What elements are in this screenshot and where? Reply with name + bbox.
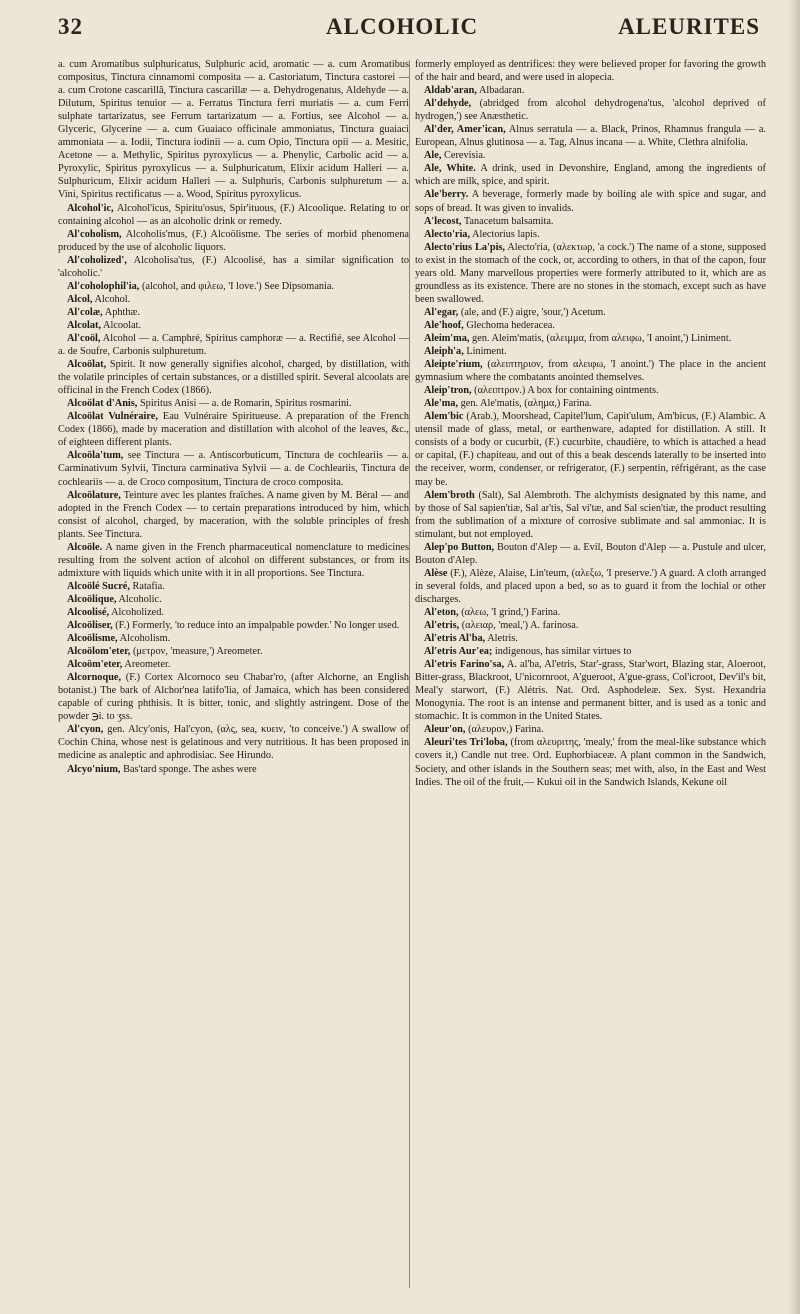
dictionary-entry bbox=[58, 606, 409, 619]
page-header bbox=[58, 14, 760, 48]
entry-definition: Areometer. bbox=[124, 659, 171, 671]
entry-definition: Alcoolat. bbox=[103, 319, 142, 331]
running-head-right: ALEURITES bbox=[618, 14, 760, 39]
entry-definition: gen. Ale'matis, (αλημα,) Farina. bbox=[460, 398, 592, 410]
entry-headword: Alecto'rius La'pis, bbox=[424, 241, 506, 253]
entry-headword: Alcoölisme, bbox=[67, 633, 118, 645]
running-head-left: ALCOHOLIC bbox=[326, 14, 479, 39]
entry-definition: (Arab.), Moorshead, Capitel'lum, Capit'ulum, Am'bicus, (F.) Alambic. A utensil made of glass, metal, or earthenware, adapted for distillation. A still. It consists of a body or cucurbit, (F.) cucurbite, chaudière, to which is attached a head or capital, (F.) chapiteau, and out of this a beak descends laterally to be inserted into the receiver, worm, condenser, or refrigerator, (F.) serpentin, réfrigérant, as the case may be. bbox=[415, 411, 766, 488]
dictionary-entry bbox=[415, 241, 766, 306]
dictionary-entry bbox=[415, 332, 766, 345]
entry-definition: Alnus serratula — a. Black, Prinos, Rhamnus frangula — a. European, Alnus glutinosa — a. Tag, Alnus incana — a. White, Clethra alnifolia. bbox=[415, 124, 766, 149]
entry-headword: Al'colæ, bbox=[67, 306, 103, 318]
dictionary-entry bbox=[58, 619, 409, 632]
dictionary-entry bbox=[58, 580, 409, 593]
entry-headword: Alcyo'nium, bbox=[67, 763, 121, 775]
entry-headword: Alcol, bbox=[67, 293, 93, 305]
dictionary-entry bbox=[415, 632, 766, 645]
dictionary-entry bbox=[415, 619, 766, 632]
entry-headword: Ale'berry. bbox=[424, 189, 469, 201]
entry-definition: Tanacetum balsamita. bbox=[463, 215, 554, 227]
dictionary-entry bbox=[58, 228, 409, 254]
entry-definition: Spiritus Anisi — a. de Romarin, Spiritus rosmarini. bbox=[139, 398, 352, 410]
right-column bbox=[415, 58, 766, 789]
entry-headword: Alèse bbox=[424, 567, 448, 579]
entry-headword: Alcoölé Sucré, bbox=[67, 580, 130, 592]
entry-headword: Alem'broth bbox=[424, 489, 475, 501]
dictionary-entry bbox=[58, 254, 409, 280]
entry-definition: Alcoholism. bbox=[119, 633, 171, 645]
dictionary-entry bbox=[415, 736, 766, 788]
entry-headword: Alcolat, bbox=[67, 319, 102, 331]
entry-definition: (αλευρον,) Farina. bbox=[468, 724, 544, 736]
left-column bbox=[58, 58, 409, 776]
entry-headword: Al'etris Al'ba, bbox=[424, 633, 486, 645]
entry-headword: Al'dehyde, bbox=[424, 98, 472, 110]
entry-definition: see Tinctura — a. Antiscorbuticum, Tinctura de cochleariis — a. Carminativum Sylvii, Tinctura carminativa Sylvii — a. de Cochleariis, Tinctura de cochleariis — a. de Croco compositum, Tinctura de croco composita. bbox=[58, 450, 409, 488]
entry-definition: (from αλευριτης, 'mealy,' from the meal-like substance which covers it,) Candle nut tree. Ord. Euphorbiaceæ. A plant common in the Sandwich, Society, and other islands in the Southern seas; met with, also, in the East and West Indies. The oil of the fruit,— Kukui oil in the Sandwich Islands, Kekune oil bbox=[415, 737, 766, 788]
dictionary-entry bbox=[58, 645, 409, 658]
dictionary-entry bbox=[58, 280, 409, 293]
entry-definition: Alectorius lapis. bbox=[472, 228, 540, 240]
entry-headword: Al'etris Farino'sa, bbox=[424, 659, 505, 671]
dictionary-entry bbox=[58, 397, 409, 410]
dictionary-entry bbox=[415, 319, 766, 332]
entry-headword: Ale, White. bbox=[424, 163, 476, 175]
dictionary-entry bbox=[415, 97, 766, 123]
entry-headword: Alcoöm'eter, bbox=[67, 659, 123, 671]
entry-headword: Al'coöl, bbox=[67, 332, 101, 344]
entry-headword: Alem'bic bbox=[424, 411, 464, 423]
dictionary-entry bbox=[58, 449, 409, 488]
dictionary-entry bbox=[58, 763, 409, 776]
dictionary-entry bbox=[58, 358, 409, 397]
entry-headword: Alcoöla'tum, bbox=[67, 450, 124, 462]
dictionary-entry bbox=[58, 410, 409, 449]
entry-headword: Ale, bbox=[424, 150, 442, 162]
dictionary-entry bbox=[58, 671, 409, 723]
entry-headword: Alcoölique, bbox=[67, 593, 117, 605]
entry-headword: Alcoöliser, bbox=[67, 620, 113, 632]
entry-headword: Al'coholophil'ia, bbox=[67, 280, 140, 292]
entry-definition: (Salt), Sal Alembroth. The alchymists designated by this name, and by those of Sal sapien'tiæ, Sal ar'tis, Sal vi'tæ, and Sal scien'tiæ, the product resulting from the sublimation of a mixture of corrosive sublimate and sal ammoniac. It is stimulant, but not employed. bbox=[415, 489, 766, 540]
dictionary-entry bbox=[415, 188, 766, 214]
dictionary-entry bbox=[415, 306, 766, 319]
dictionary-entry bbox=[415, 410, 766, 488]
entry-definition: gen. Alcy'onis, Hal'cyon, (αλς, sea, κυειν, 'to conceive.') A swallow of Cochin China, whose nest is gelatinous and very nutritious. It has been proposed in medicine as analeptic and aphrodisiac. See Hirundo. bbox=[58, 724, 409, 762]
dictionary-entry bbox=[415, 162, 766, 188]
entry-definition: Teinture avec les plantes fraîches. A name given by M. Béral — and adopted in the French Codex — to certain preparations introduced by him, which consist of alcohol, charged, by maceration, with the soluble principles of fresh plants. See Tinctura. bbox=[58, 489, 409, 540]
entry-definition: Alcoholized. bbox=[111, 606, 164, 618]
entry-headword: Aldab'aran, bbox=[424, 85, 477, 97]
dictionary-entry bbox=[415, 723, 766, 736]
entry-definition: (alcohol, and φιλεω, 'I love.') See Dipsomania. bbox=[141, 280, 335, 292]
dictionary-entry bbox=[415, 215, 766, 228]
entry-headword: Aleim'ma, bbox=[424, 332, 470, 344]
entry-headword: Alcornoque, bbox=[67, 672, 122, 684]
dictionary-entry bbox=[415, 58, 766, 84]
entry-definition: Aphthæ. bbox=[104, 306, 140, 318]
entry-definition: Alcoholisa'tus, (F.) Alcoolisé, has a similar signification to 'alcoholic.' bbox=[58, 254, 409, 279]
dictionary-entry bbox=[58, 593, 409, 606]
dictionary-entry bbox=[415, 384, 766, 397]
entry-headword: Alcoölat d'Anis, bbox=[67, 398, 138, 410]
entry-headword: Alcohol'ic, bbox=[67, 202, 114, 214]
entry-definition: Bas'tard sponge. The ashes were bbox=[123, 763, 257, 775]
entry-definition: gen. Aleim'matis, (αλειμμα, from αλειφω, 'I anoint,') Liniment. bbox=[472, 332, 732, 344]
entry-headword: Al'der, Amer'ican, bbox=[424, 124, 506, 136]
entry-definition: A name given in the French pharmaceutical nomenclature to medicines resulting from the solvent action of alcohol on different substances, or from its admixture with liquids which unite with it in all proportions. See Tinctura. bbox=[58, 541, 409, 579]
entry-definition: Alcohol — a. Camphré, Spiritus camphoræ — a. Rectifié, see Alcohol — a. de Soufre, Carbonis sulphuretum. bbox=[58, 332, 409, 358]
dictionary-entry bbox=[415, 123, 766, 149]
entry-definition: Alcoholis'mus, (F.) Alcoölisme. The series of morbid phenomena produced by the use of alcoholic liquors. bbox=[58, 228, 409, 253]
entry-headword: Alcoöle. bbox=[67, 541, 103, 553]
entry-definition: (αλειπτρον.) A box for containing ointments. bbox=[474, 385, 659, 397]
entry-definition: Ratafia. bbox=[132, 580, 165, 592]
entry-headword: Al'eton, bbox=[424, 606, 459, 618]
entry-headword: Aleiph'a, bbox=[424, 346, 464, 358]
entry-definition: Alecto'ria, (αλεκτωρ, 'a cock.') The name of a stone, supposed to exist in the stomach of the cock, or, according to others, in that of the capon, four years old. Many marvellous properties were formerly attributed to it, which are as groundless as its existence. There are no stones in the stomach, except such as have been swallowed. bbox=[415, 241, 766, 305]
dictionary-entry bbox=[58, 658, 409, 671]
entry-definition: (μετρον, 'measure,') Areometer. bbox=[132, 646, 263, 658]
entry-headword: A'lecost, bbox=[424, 215, 462, 227]
entry-definition: A. al'ba, Al'etris, Star'-grass, Star'wort, Blazing star, Aloeroot, Bitter-grass, Blackroot, U'nicornroot, A'gueroot, A'gue-grass, Col'icroot, Dev'il's bit, Meal'y starwort, (F.) Alétris. Nat. Ord. Asphodeleæ. Sex. Syst. Hexandria Monogynia. The root is an intense and permanent bitter, and is used as a tonic and stomachic. It is common in the United States. bbox=[415, 659, 766, 723]
entry-definition: (F.), Alèze, Alaise, Lin'teum, (αλεξω, 'I preserve.') A guard. A cloth arranged in several folds, and placed upon a bed, so as to guard it from the lochial or other discharges. bbox=[415, 567, 767, 605]
dictionary-entry bbox=[58, 489, 409, 541]
entry-headword: Aleipte'rium, bbox=[424, 359, 483, 371]
dictionary-entry bbox=[415, 645, 766, 658]
column-divider bbox=[409, 60, 410, 1288]
entry-definition: A drink, used in Devonshire, England, among the ingredients of which are milk, spice, and spirit. bbox=[415, 163, 766, 188]
entry-headword: Alcoölat, bbox=[67, 359, 107, 371]
entry-definition: (F.) Formerly, 'to reduce into an impalpable powder.' No longer used. bbox=[115, 620, 400, 632]
entry-definition: Aletris. bbox=[487, 633, 518, 645]
entry-headword: Al'egar, bbox=[424, 306, 459, 318]
dictionary-entry bbox=[415, 489, 766, 541]
entry-definition: Liniment. bbox=[466, 346, 507, 358]
entry-headword: Aleur'on, bbox=[424, 724, 466, 736]
entry-headword: Aleip'tron, bbox=[424, 385, 472, 397]
page-number: 32 bbox=[58, 14, 83, 39]
entry-headword: Ale'hoof, bbox=[424, 319, 464, 331]
entry-headword: Al'cyon, bbox=[67, 724, 104, 736]
dictionary-entry bbox=[58, 293, 409, 306]
dictionary-entry bbox=[58, 202, 409, 228]
entry-definition: a. cum Aromatibus sulphuricatus, Sulphuric acid, aromatic — a. cum Aromatibus compositus, Tinctura cinnamomi composita — a. Castoriatum, Tinctura castorei — a. cum Crotone cascarillâ, Tinctura cascarillæ — a. Dehydrogenatus, Aldehyde — a. Dilutum, Spiritus tenuior — a. Ferratus Tinctura ferri muriatis — a. cum Ferri sulphate tartarizatus, see Ferrum tartarizatum — a. Fortius, see Alcohol — a. Glyceric, Glycerine — a. cum Guaiaco officinale ammoniatus, Tinctura guaiaci ammoniata — a. Iodii, Tinctura iodinii — a. cum Opio, Tinctura opii — a. Mesitic, Acetone — a. Methylic, Spiritus pyroxylicus — a. Phenylic, Carbolic acid — a. Pyroxylic, Spiritus pyroxylicus — a. Sulphuricatum, Elixir acidum Halleri — a. Sulphuricum, Elixir acidum Halleri — a. Sulphuris, Carbonis sulphuretum — a. Vini, Spiritus rectificatus — a. Wood, Spiritus pyroxylicus. bbox=[58, 59, 409, 201]
entry-definition: Albadaran. bbox=[478, 85, 525, 97]
entry-definition: Eau Vulnéraire Spiritueuse. A preparation of the French Codex (1866), made by maceration and distillation with alcohol of the leaves, &c., of eighteen different plants. bbox=[58, 411, 409, 449]
entry-headword: Al'coholized', bbox=[67, 254, 127, 266]
dictionary-entry bbox=[415, 84, 766, 97]
dictionary-entry bbox=[58, 541, 409, 580]
entry-definition: (F.) Cortex Alcornoco seu Chabar'ro, (after Alchorne, an English botanist.) The bark of Alchor'nea latifo'lia, of Jamaica, which has been considered capable of curing phthisis. It is bitter, tonic, and slightly astringent. Dose of the powder ℈i. to ʒss. bbox=[58, 672, 409, 723]
dictionary-entry bbox=[58, 306, 409, 319]
entry-definition: (αλειαρ, 'meal,') A. farinosa. bbox=[461, 620, 579, 632]
entry-headword: Alcoölat Vulnéraire, bbox=[67, 411, 158, 423]
entry-headword: Al'etris Aur'ea; bbox=[424, 646, 493, 658]
entry-definition: Alcohol'icus, Spiritu'osus, Spir'ituous, (F.) Alcoolique. Relating to or containing alcohol — as an alcoholic drink or remedy. bbox=[58, 202, 409, 227]
entry-definition: Cerevisia. bbox=[444, 150, 486, 162]
dictionary-entry bbox=[58, 58, 409, 202]
dictionary-entry bbox=[415, 541, 766, 567]
entry-definition: Bouton d'Alep — a. Evil, Bouton d'Alep — a. Pustule and ulcer, Bouton d'Alep. bbox=[415, 541, 766, 566]
dictionary-entry bbox=[415, 149, 766, 162]
entry-definition: (ale, and (F.) aigre, 'sour,') Acetum. bbox=[460, 306, 606, 318]
entry-definition: Spirit. It now generally signifies alcohol, charged, by distillation, with the volatile principles of certain substances, or a distilled spirit. Several alcoolats are officinal in the French Codex (1866). bbox=[58, 359, 410, 397]
dictionary-entry bbox=[415, 358, 766, 384]
entry-headword: Al'etris, bbox=[424, 620, 460, 632]
entry-definition: Alcohol. bbox=[94, 293, 131, 305]
entry-headword: Alecto'ria, bbox=[424, 228, 471, 240]
entry-definition: formerly employed as dentrifices: they were believed proper for favoring the growth of the hair and beard, and were used in alopecia. bbox=[415, 59, 766, 84]
dictionary-entry bbox=[415, 567, 766, 606]
dictionary-entry bbox=[415, 228, 766, 241]
entry-headword: Alep'po Button, bbox=[424, 541, 495, 553]
dictionary-entry bbox=[415, 345, 766, 358]
entry-definition: A beverage, formerly made by boiling ale with spice and sugar, and sops of bread. It was given to invalids. bbox=[415, 189, 766, 214]
entry-definition: Alcoholic. bbox=[118, 593, 162, 605]
dictionary-entry bbox=[58, 319, 409, 332]
dictionary-entry bbox=[58, 332, 409, 358]
dictionary-entry bbox=[58, 632, 409, 645]
entry-headword: Alcoölom'eter, bbox=[67, 646, 131, 658]
dictionary-entry bbox=[415, 397, 766, 410]
entry-definition: (abridged from alcohol dehydrogena'tus, 'alcohol deprived of hydrogen,') see Anæsthetic. bbox=[415, 98, 766, 123]
entry-definition: Glechoma hederacea. bbox=[466, 319, 555, 331]
entry-headword: Al'coholism, bbox=[67, 228, 122, 240]
entry-headword: Alcoölature, bbox=[67, 489, 121, 501]
entry-headword: Ale'ma, bbox=[424, 398, 459, 410]
entry-headword: Aleuri'tes Tri'loba, bbox=[424, 737, 508, 749]
dictionary-entry bbox=[58, 723, 409, 762]
entry-headword: Alcoolisé, bbox=[67, 606, 110, 618]
entry-definition: (αλειπτηριον, from αλειφω, 'I anoint.') The place in the ancient gymnasium where the combatants anointed themselves. bbox=[415, 359, 766, 384]
dictionary-entry bbox=[415, 606, 766, 619]
entry-definition: (αλεω, 'I grind,') Farina. bbox=[461, 606, 561, 618]
dictionary-entry bbox=[415, 658, 766, 723]
page-binding-shadow bbox=[788, 0, 800, 1314]
entry-definition: indigenous, has similar virtues to bbox=[494, 646, 632, 658]
